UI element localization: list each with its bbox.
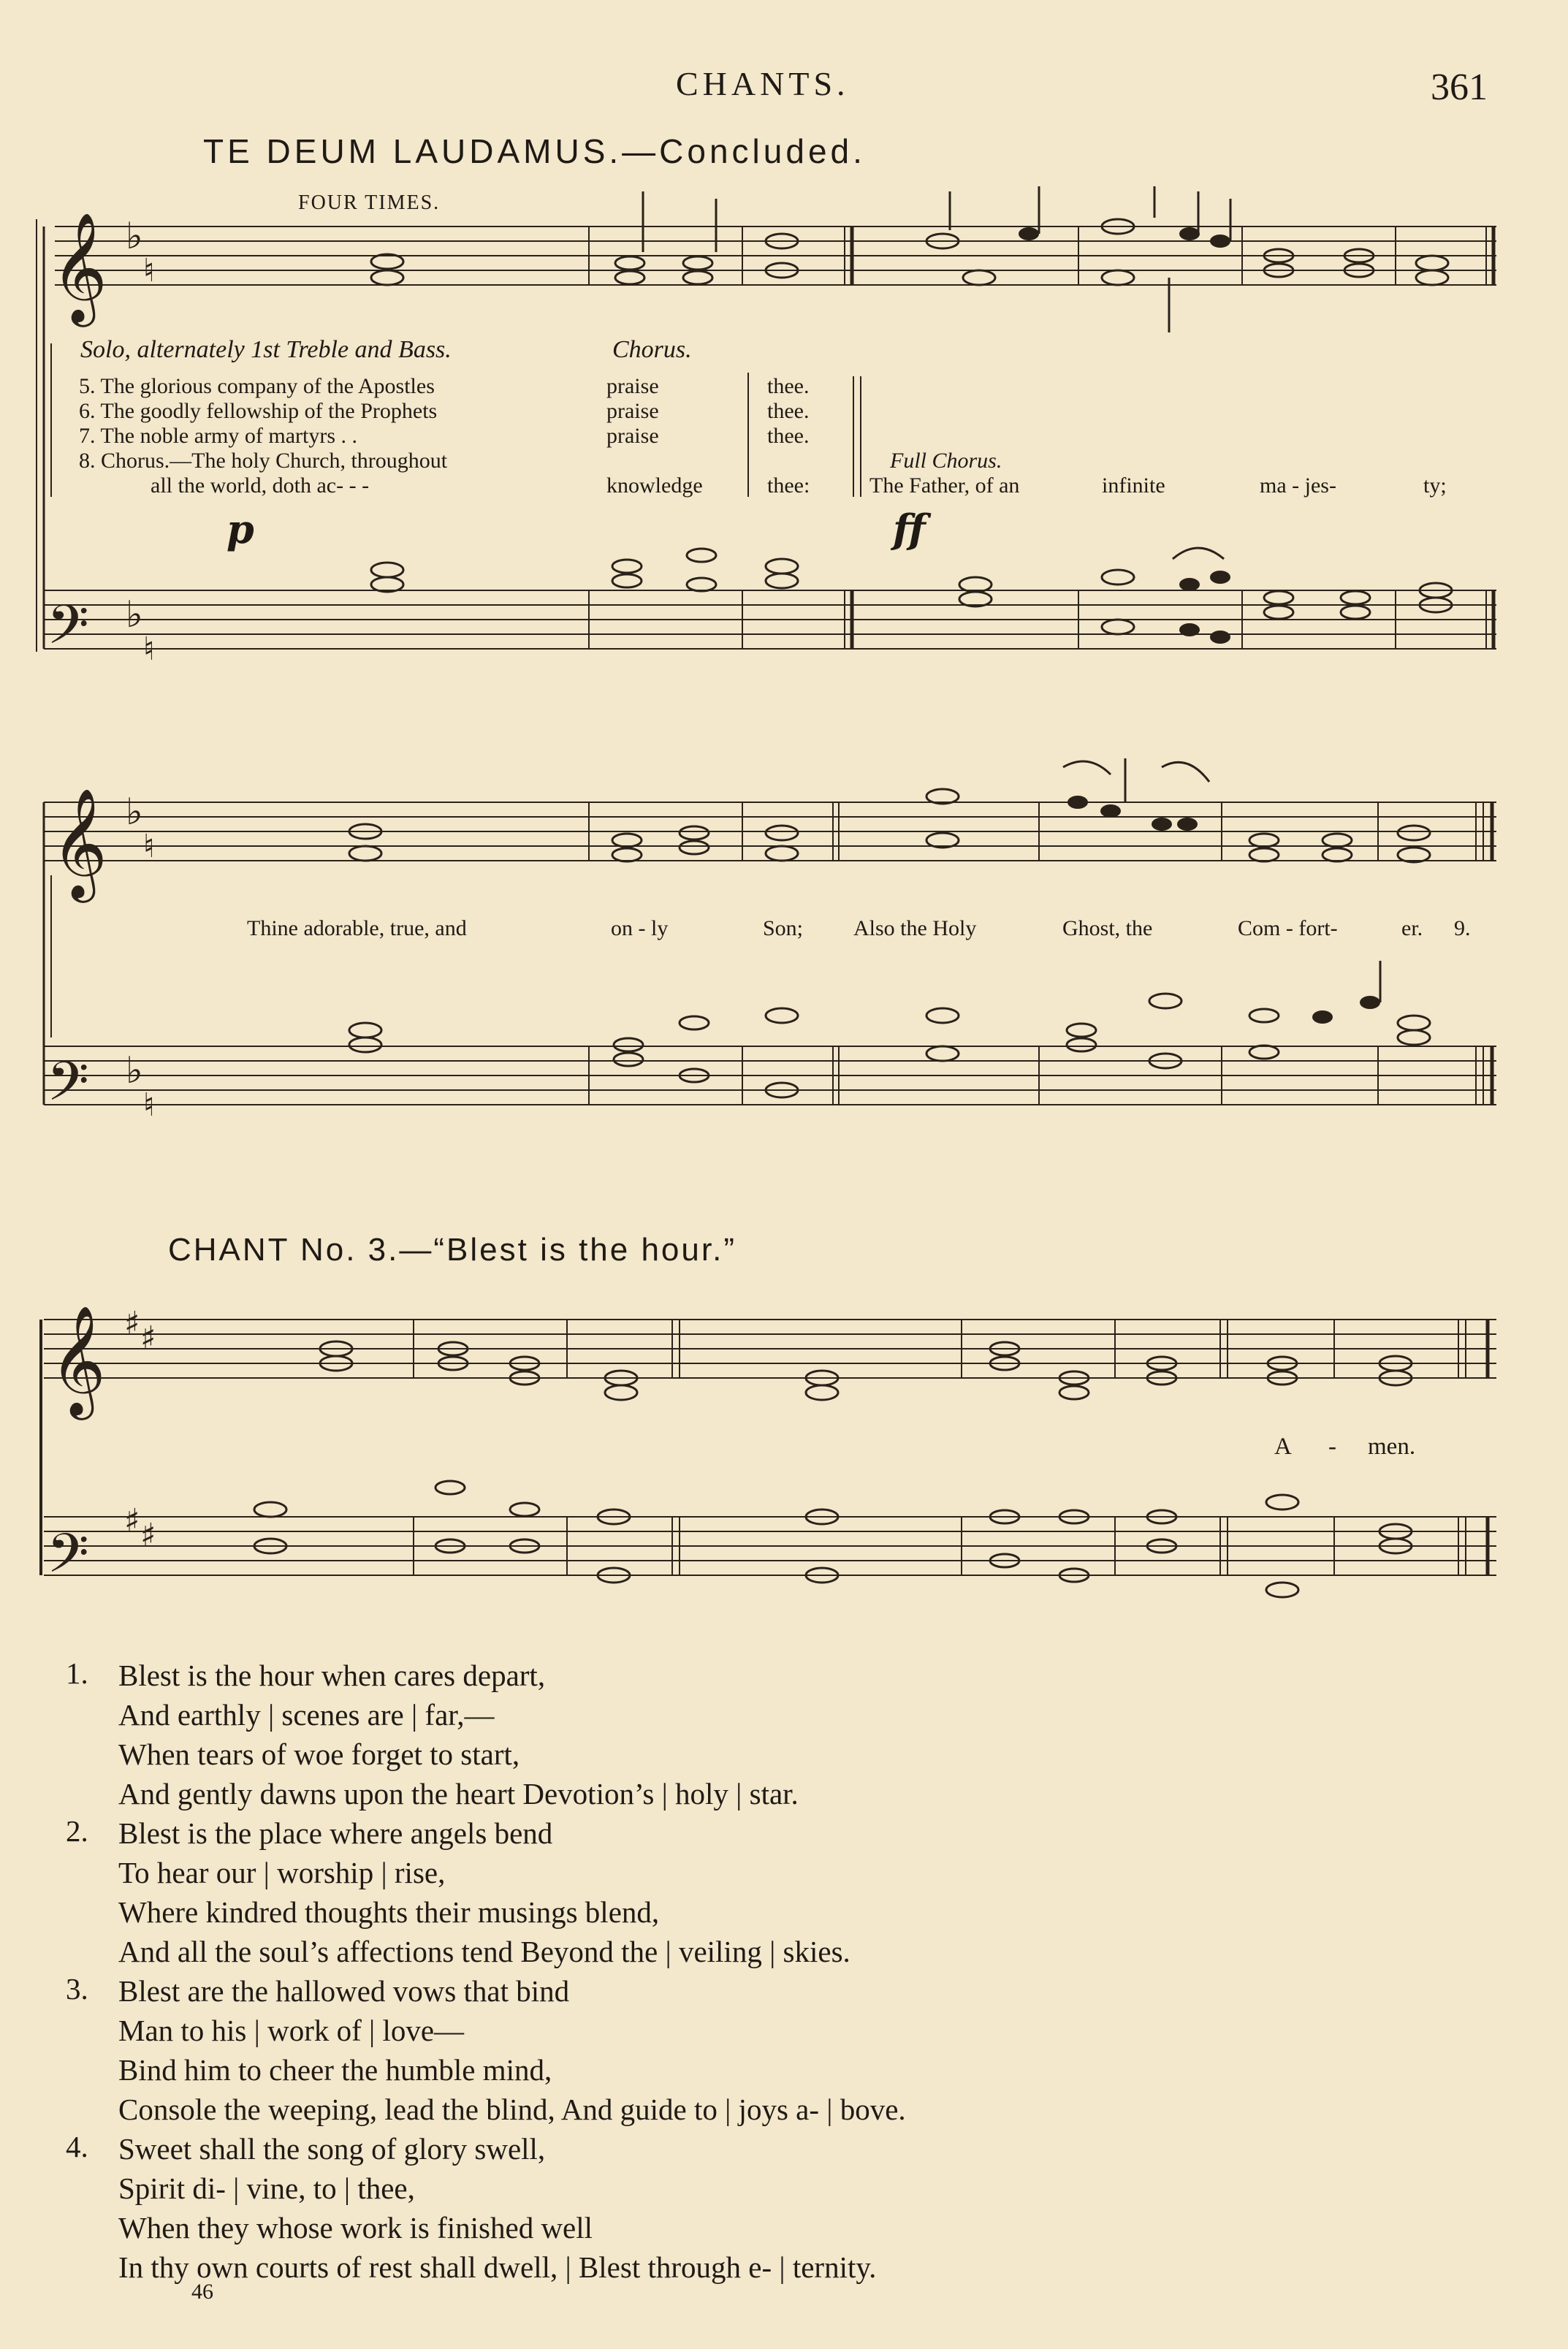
svg-text:♯: ♯ — [124, 1305, 140, 1342]
verse-line: Blest are the hallowed vows that bind — [118, 1974, 570, 2008]
te-deum-verses — [79, 374, 447, 498]
verse-text: 6. The goodly fellowship of the Prophets — [79, 399, 438, 423]
svg-text:♭: ♭ — [126, 215, 143, 257]
verse-line: Bind him to cheer the humble mind, — [118, 2053, 552, 2087]
te-deum-title: TE DEUM LAUDAMUS.—Concluded. — [203, 132, 866, 170]
footer-signature: 46 — [191, 2280, 213, 2304]
verse-number: 2. — [66, 1814, 88, 1848]
verse-line: And all the soul’s affections tend Beyond the | veiling | skies. — [118, 1935, 850, 1968]
lyric-word: on - ly — [611, 916, 669, 940]
lyric-word: Thine adorable, true, and — [247, 916, 467, 940]
verse-body — [118, 1656, 799, 1813]
section-header: CHANTS. — [676, 65, 850, 102]
lyric-word: Com - fort- — [1238, 916, 1338, 940]
svg-text:𝄞: 𝄞 — [51, 211, 107, 322]
verse-text: all the world, doth ac- - - — [151, 473, 370, 498]
svg-text:♭: ♭ — [126, 593, 143, 636]
verse-number: 3. — [66, 1972, 88, 2006]
verse-line: Blest is the hour when cares depart, — [118, 1659, 546, 1692]
chorus-end: thee. — [767, 374, 810, 398]
svg-text:♮: ♮ — [143, 828, 155, 865]
lyric-word: Also the Holy — [853, 916, 977, 940]
page-number: 361 — [1431, 66, 1488, 108]
svg-text:♭: ♭ — [126, 1049, 143, 1092]
chorus-word: praise — [606, 374, 659, 398]
chorus-heading: Chorus. — [612, 336, 692, 363]
lyric-word: er. — [1401, 916, 1423, 940]
chorus-ends — [767, 374, 810, 498]
verse-body — [118, 2129, 876, 2287]
chorus-word — [606, 449, 703, 473]
chorus-end: thee. — [767, 399, 810, 423]
solo-heading: Solo, alternately 1st Treble and Bass. — [80, 336, 452, 363]
svg-text:♯: ♯ — [140, 1320, 156, 1357]
lyric-word: 9. — [1454, 916, 1471, 940]
chorus-words — [606, 374, 703, 498]
full-chorus-heading: Full Chorus. — [890, 449, 1002, 473]
amen-syllable: - — [1328, 1434, 1336, 1460]
repeat-marking: FOUR TIMES. — [298, 191, 441, 214]
chorus-word: praise — [606, 399, 659, 423]
verse-number: 4. — [66, 2130, 88, 2163]
verse-line: Man to his | work of | love— — [118, 2014, 465, 2047]
chorus-word: knowledge — [606, 473, 703, 498]
chant3-title: CHANT No. 3.—“Blest is the hour.” — [168, 1232, 737, 1268]
full-chorus-word: ty; — [1423, 473, 1447, 498]
verse-text: 7. The noble army of martyrs . . — [79, 424, 358, 448]
lyric-word: Ghost, the — [1062, 916, 1153, 940]
svg-text:♯: ♯ — [140, 1517, 156, 1554]
svg-text:♭: ♭ — [126, 791, 143, 833]
verse-number: 1. — [66, 1656, 88, 1690]
svg-text:𝄞: 𝄞 — [51, 787, 107, 898]
verse-body — [118, 1971, 906, 2129]
verse-line: Console the weeping, lead the blind, And guide to | joys a- | bove. — [118, 2093, 906, 2126]
chorus-word: praise — [606, 424, 659, 448]
svg-text:♮: ♮ — [143, 252, 155, 289]
svg-text:𝄞: 𝄞 — [50, 1304, 106, 1415]
verse-body — [118, 1813, 850, 1971]
chorus-end: thee: — [767, 473, 810, 498]
verse-line: When they whose work is finished well — [118, 2211, 593, 2245]
lyric-word: Son; — [763, 916, 804, 940]
amen-syllable: men. — [1368, 1434, 1416, 1460]
svg-text:𝄢: 𝄢 — [47, 593, 89, 670]
svg-text:𝄢: 𝄢 — [47, 1050, 89, 1127]
verse-line: Sweet shall the song of glory swell, — [118, 2132, 546, 2166]
verse-line: When tears of woe forget to start, — [118, 1737, 520, 1771]
verse-text: 5. The glorious company of the Apostles — [79, 374, 435, 398]
chorus-end: thee. — [767, 424, 810, 448]
verse-line: To hear our | worship | rise, — [118, 1856, 446, 1889]
verse-line: And earthly | scenes are | far,— — [118, 1698, 495, 1732]
amen-syllable: A — [1274, 1434, 1292, 1460]
svg-text:♮: ♮ — [143, 1086, 155, 1124]
svg-text:♯: ♯ — [124, 1502, 140, 1539]
verse-line: And gently dawns upon the heart Devotion’s | holy | star. — [118, 1777, 799, 1811]
full-chorus-word: ma - jes- — [1260, 473, 1336, 498]
full-chorus-word: The Father, of an — [869, 473, 1020, 498]
verse-line: Blest is the place where angels bend — [118, 1816, 553, 1850]
verse-line: Spirit di- | vine, to | thee, — [118, 2171, 415, 2205]
dynamic-piano: p — [227, 506, 254, 552]
chorus-end — [767, 449, 810, 473]
full-chorus-word: infinite — [1102, 473, 1165, 498]
verse-text: 8. Chorus.—The holy Church, throughout — [79, 449, 448, 473]
svg-text:𝄢: 𝄢 — [47, 1522, 89, 1599]
svg-text:♮: ♮ — [143, 631, 155, 668]
verse-line: In thy own courts of rest shall dwell, | Blest through e- | ternity. — [118, 2250, 877, 2284]
verse-line: Where kindred thoughts their musings blend, — [118, 1895, 660, 1929]
dynamic-fortissimo: ff — [893, 506, 926, 552]
